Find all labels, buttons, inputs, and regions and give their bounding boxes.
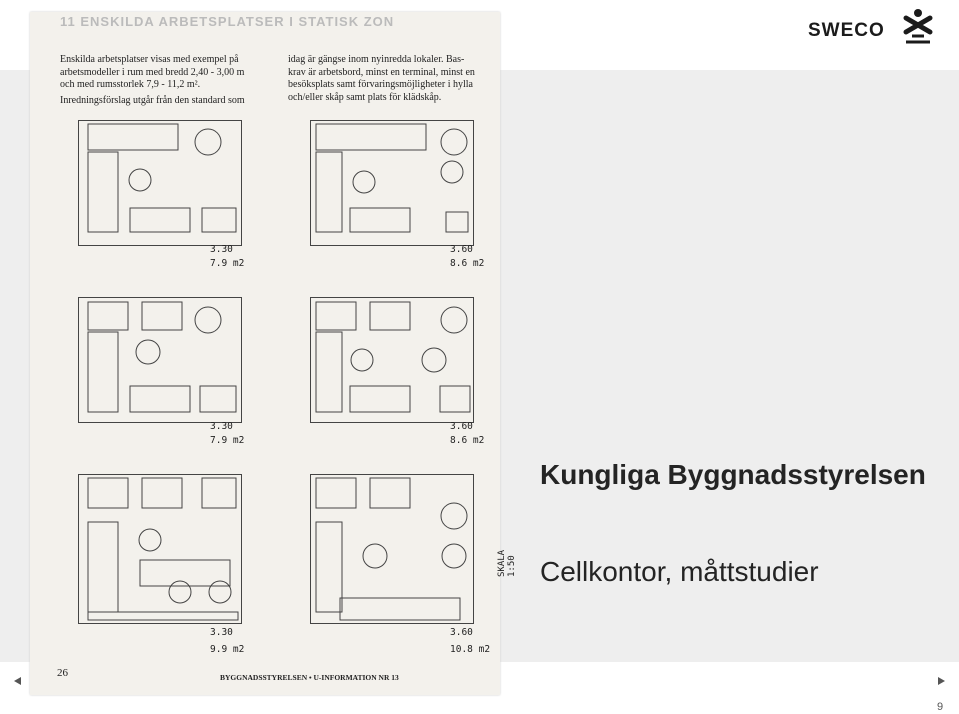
plan-2-area: 8.6 m2 [450,258,485,269]
scanned-document-page [30,12,517,695]
triangle-right-icon[interactable] [938,677,945,685]
plan-6-area: 10.8 m2 [450,644,491,655]
scan-footer: BYGGNADSSTYRELSEN • U-INFORMATION NR 13 [220,673,399,682]
plan-6-width: 3.60 [450,627,473,638]
scan-paragraph-left: Enskilda arbetsplatser visas med exempel på arbetsmodeller i rum med bredd 2,40 - 3,00 m och med rumsstorlek 7,9 - 11,2 m². [60,54,245,90]
scale-label: SKALA 1:50 [497,549,517,577]
slide-title: Kungliga Byggnadsstyrelsen [540,459,926,490]
slide-subtitle: Cellkontor, måttstudier [540,556,819,587]
plan-4-width: 3.60 [450,421,473,432]
plan-5-width: 3.30 [210,627,233,638]
plan-1-area: 7.9 m2 [210,258,245,269]
floor-plan-furniture [30,12,500,695]
slide-number: 9 [937,701,944,713]
triangle-left-icon[interactable] [14,677,21,685]
plan-4-area: 8.6 m2 [450,435,485,446]
scan-paragraph-right: idag är gängse inom nyinredda lokaler. Bas- krav är arbetsbord, minst en terminal, minst en besöksplats samt förvaringsmöjligheter i hylla och/eller skåp samt plats för klädskåp. [288,54,475,103]
sweco-figure-icon [900,8,936,46]
plan-5-area: 9.9 m2 [210,644,245,655]
sweco-logo [808,8,936,46]
plan-1-width: 3.30 [210,244,233,255]
scan-paragraph-left-2: Inredningsförslag utgår från den standard som [60,95,245,106]
plan-3-area: 7.9 m2 [210,435,245,446]
logo-text: SWECO [808,20,885,41]
scan-header: 11 ENSKILDA ARBETSPLATSER I STATISK ZON [60,14,395,29]
scan-page-number: 26 [57,667,68,679]
plan-3-width: 3.30 [210,421,233,432]
plan-2-width: 3.60 [450,244,473,255]
